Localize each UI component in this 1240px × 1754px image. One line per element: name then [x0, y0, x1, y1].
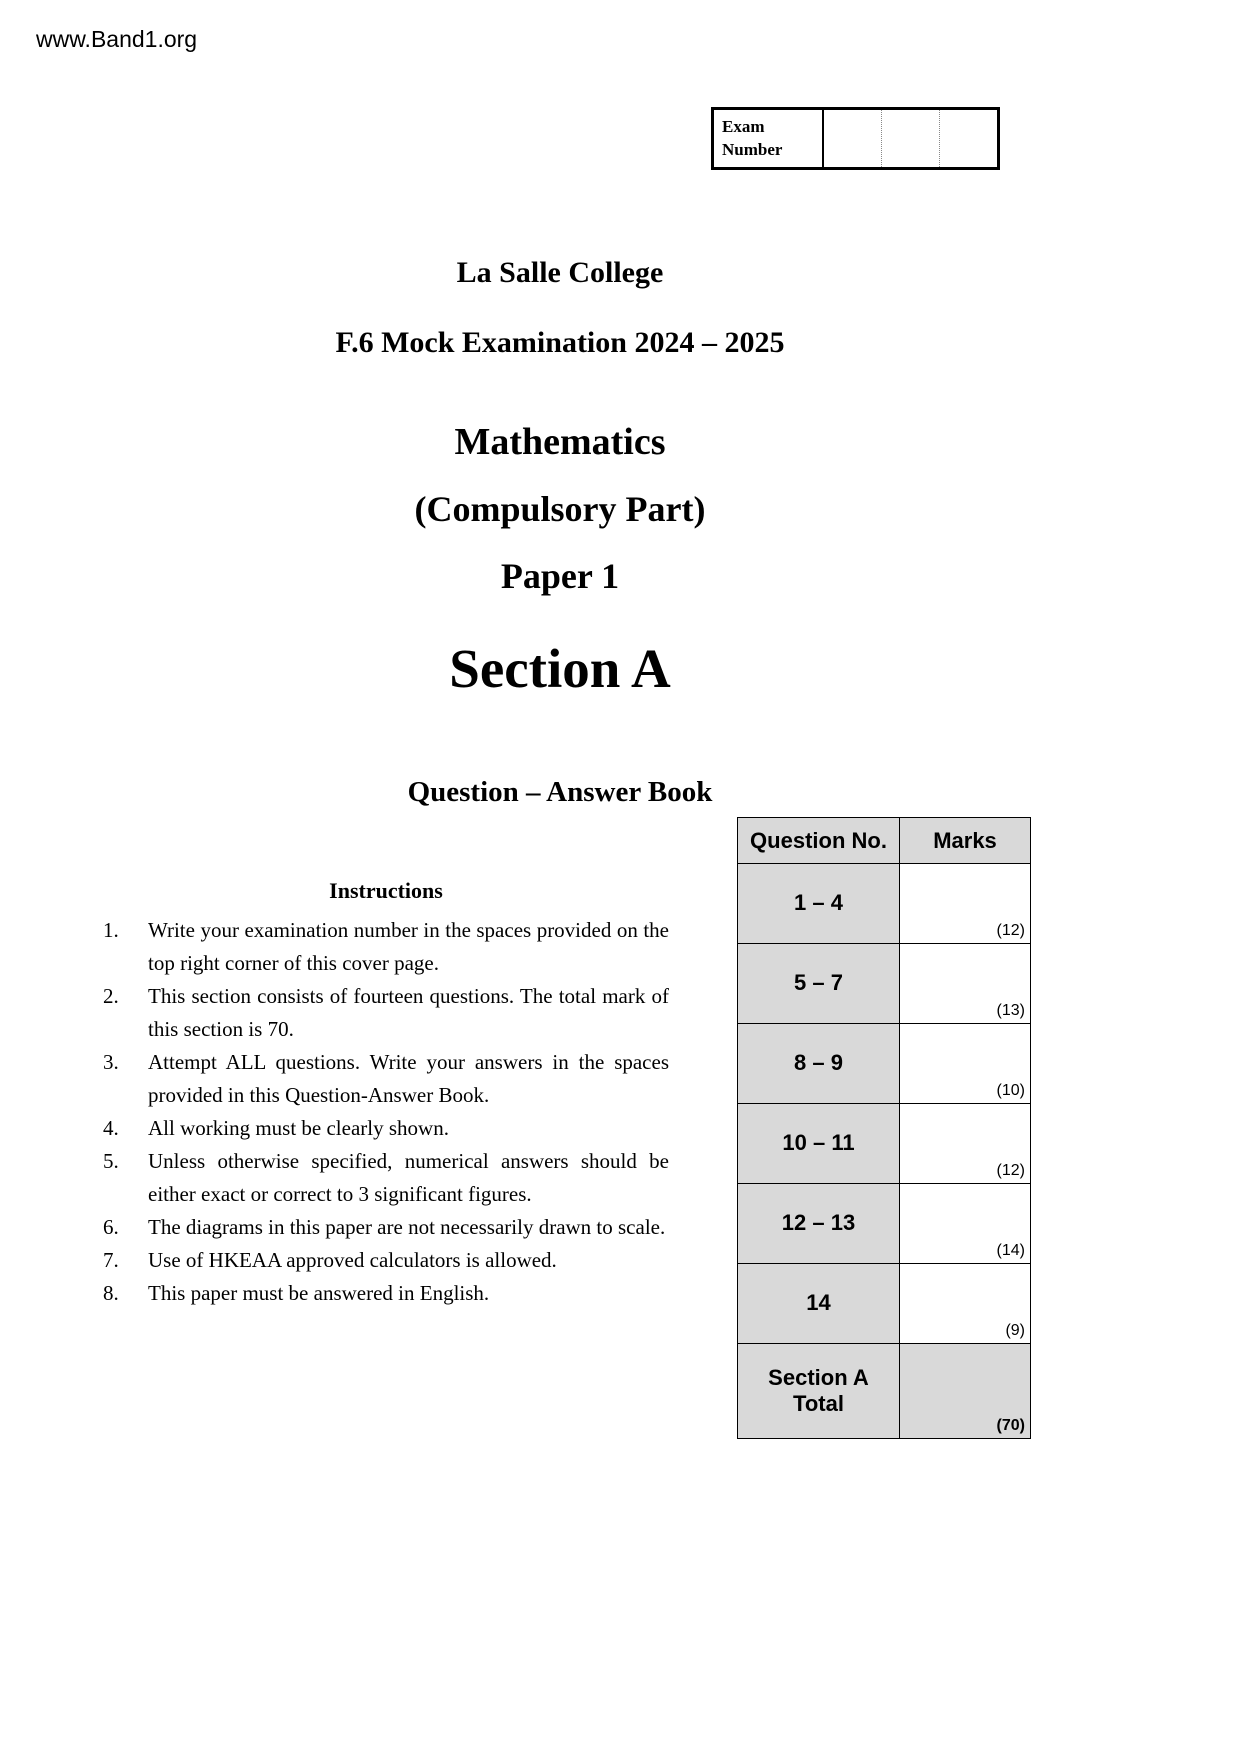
- site-watermark: www.Band1.org: [36, 26, 198, 52]
- max-marks: (12): [996, 922, 1025, 939]
- subject-title: Mathematics: [454, 421, 666, 463]
- instruction-item: [103, 1277, 669, 1310]
- instructions-block: [103, 878, 669, 1310]
- table-row-total: [738, 1344, 1031, 1439]
- table-row: [738, 1024, 1031, 1104]
- instruction-number: 8.: [103, 1281, 119, 1305]
- exam-title: F.6 Mock Examination 2024 – 2025: [335, 325, 785, 359]
- school-name: La Salle College: [456, 256, 664, 289]
- question-range: 14: [738, 1264, 900, 1344]
- instruction-item: [103, 914, 669, 980]
- instruction-number: 5.: [103, 1149, 119, 1173]
- question-range: 10 – 11: [738, 1104, 900, 1184]
- instructions-title: Instructions: [329, 878, 443, 903]
- instruction-item: [103, 1244, 669, 1277]
- instruction-number: 6.: [103, 1215, 119, 1239]
- question-range: 8 – 9: [738, 1024, 900, 1104]
- marks-header: Marks: [900, 818, 1031, 864]
- instruction-item: [103, 1046, 669, 1112]
- instruction-item: [103, 1145, 669, 1211]
- instruction-item: [103, 980, 669, 1046]
- table-row: [738, 1184, 1031, 1264]
- marks-cell: [900, 944, 1031, 1024]
- subject-part: (Compulsory Part): [414, 488, 706, 529]
- instruction-number: 2.: [103, 984, 119, 1008]
- title-block: [40, 256, 1080, 809]
- marks-table: [737, 817, 1031, 1439]
- instruction-item: [103, 1112, 669, 1145]
- instruction-number: 1.: [103, 918, 119, 942]
- instruction-text: Write your examination number in the spaces provided on the top right corner of this cover page.: [148, 918, 669, 975]
- instruction-text: Unless otherwise specified, numerical answers should be either exact or correct to 3 significant figures.: [148, 1149, 669, 1206]
- marks-cell: [900, 1184, 1031, 1264]
- max-marks: (10): [996, 1082, 1025, 1099]
- instruction-text: The diagrams in this paper are not necessarily drawn to scale.: [148, 1215, 666, 1239]
- instruction-text: Use of HKEAA approved calculators is allowed.: [148, 1248, 557, 1272]
- instruction-number: 3.: [103, 1050, 119, 1074]
- marks-table-header-row: [738, 818, 1031, 864]
- paper-number: Paper 1: [500, 556, 620, 597]
- exam-number-cells: [824, 110, 997, 167]
- total-max-marks: (70): [996, 1417, 1025, 1434]
- question-range: 12 – 13: [738, 1184, 900, 1264]
- exam-number-cell-2[interactable]: [881, 110, 939, 167]
- section-title: Section A: [449, 638, 671, 700]
- max-marks: (12): [996, 1162, 1025, 1179]
- instruction-text: This section consists of fourteen questions. The total mark of this section is 70.: [148, 984, 669, 1041]
- marks-cell: [900, 1264, 1031, 1344]
- exam-number-label: Exam Number: [714, 110, 824, 167]
- exam-number-cell-1[interactable]: [824, 110, 881, 167]
- instruction-text: This paper must be answered in English.: [148, 1281, 490, 1305]
- marks-cell: [900, 1344, 1031, 1439]
- marks-cell: [900, 1104, 1031, 1184]
- section-total-label: Section A Total: [738, 1344, 900, 1439]
- table-row: [738, 864, 1031, 944]
- max-marks: (13): [996, 1002, 1025, 1019]
- exam-number-box: [711, 107, 1000, 170]
- instruction-number: 7.: [103, 1248, 119, 1272]
- instruction-number: 4.: [103, 1116, 119, 1140]
- marks-cell: [900, 864, 1031, 944]
- question-no-header: Question No.: [738, 818, 900, 864]
- table-row: [738, 1264, 1031, 1344]
- question-range: 5 – 7: [738, 944, 900, 1024]
- marks-cell: [900, 1024, 1031, 1104]
- max-marks: (9): [1005, 1322, 1025, 1339]
- exam-number-cell-3[interactable]: [939, 110, 997, 167]
- table-row: [738, 944, 1031, 1024]
- instruction-text: Attempt ALL questions. Write your answers in the spaces provided in this Question-Answer Book.: [148, 1050, 669, 1107]
- book-title: Question – Answer Book: [407, 775, 713, 808]
- max-marks: (14): [996, 1242, 1025, 1259]
- instruction-item: [103, 1211, 669, 1244]
- table-row: [738, 1104, 1031, 1184]
- question-range: 1 – 4: [738, 864, 900, 944]
- instruction-text: All working must be clearly shown.: [148, 1116, 449, 1140]
